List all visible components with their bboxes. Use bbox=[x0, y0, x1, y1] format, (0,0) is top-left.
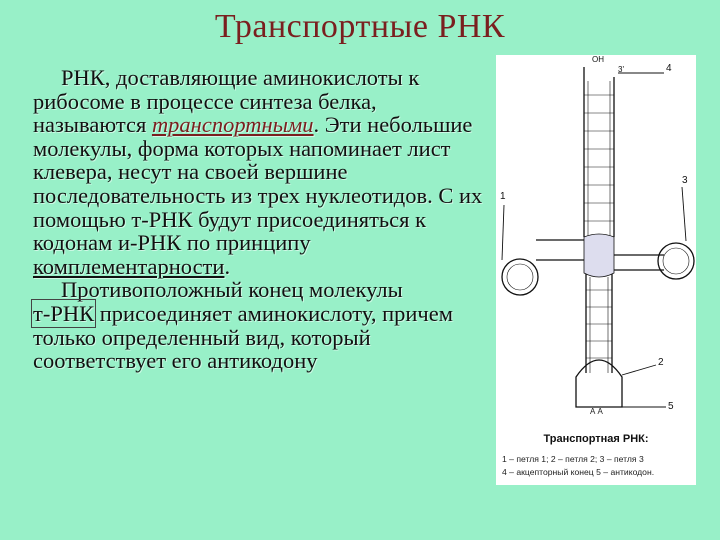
t-arm bbox=[614, 255, 664, 270]
anticodon-triplet: А А bbox=[590, 407, 603, 416]
d-arm bbox=[536, 240, 584, 260]
callout-1: 1 bbox=[500, 191, 506, 202]
legend-line-2: 4 – акцепторный конец 5 – антикодон. bbox=[502, 467, 655, 477]
p1-part2: . Эти небольшие молекулы, форма которых напоминает лист клевера, несут на своей вершине последовательность из трех нуклеотидов. С их помощью т-РНК будут присоединяться к кодонам и-РНК по принципу bbox=[33, 112, 483, 256]
three-prime-label: 3' bbox=[618, 65, 624, 74]
oh-label: ОН bbox=[592, 55, 604, 64]
figure-legend bbox=[502, 453, 692, 479]
anticodon-loop bbox=[576, 360, 622, 407]
boxed-term: т-РНК bbox=[33, 300, 95, 326]
emphasis-term: транспортными bbox=[151, 112, 314, 138]
t-loop bbox=[658, 243, 694, 279]
legend-line-1: 1 – петля 1; 2 – петля 2; 3 – петля 3 bbox=[502, 454, 644, 464]
trna-figure bbox=[496, 55, 696, 485]
p2-part2: присоединяет аминокислоту, причем только определенный вид, который соответствует его антикодону bbox=[33, 300, 453, 374]
callout-2: 2 bbox=[658, 357, 664, 368]
callout-3: 3 bbox=[682, 175, 688, 186]
p2-part1: Противоположный конец молекулы bbox=[61, 277, 403, 303]
slide-title: Транспортные РНК bbox=[214, 8, 506, 45]
p1-part1: РНК, доставляющие аминокислоты к рибосоме в процессе синтеза белка, называются bbox=[33, 65, 420, 138]
paragraph-2 bbox=[33, 278, 483, 372]
trna-cloverleaf-diagram bbox=[496, 55, 696, 485]
figure-caption: Транспортная РНК: bbox=[543, 433, 649, 445]
paragraph-1 bbox=[33, 66, 483, 278]
p1-part3: . bbox=[224, 253, 231, 279]
callout-4: 4 bbox=[666, 63, 672, 74]
slide-body bbox=[33, 66, 483, 373]
underlined-term: комплементарности bbox=[33, 253, 225, 279]
callout-5: 5 bbox=[668, 401, 674, 412]
d-loop bbox=[502, 259, 538, 295]
